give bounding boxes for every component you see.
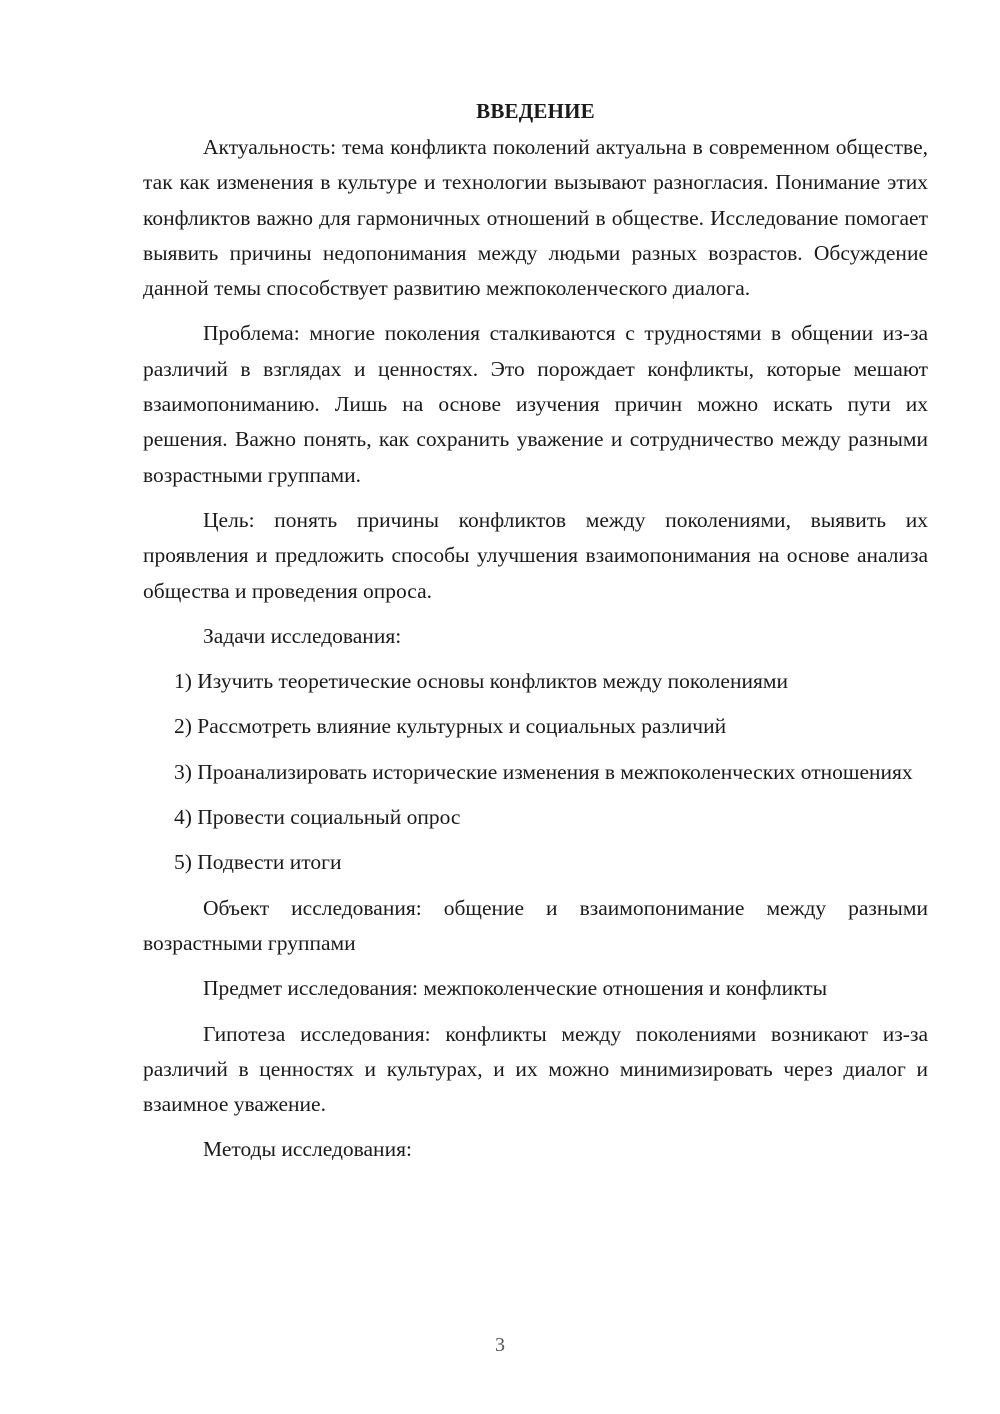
task-item: 1) Изучить теоретические основы конфликтов между поколениями xyxy=(174,669,788,694)
paragraph-problem: Проблема: многие поколения сталкиваются с трудностями в общении из-за различий в взглядах и ценностях. Это порождает конфликты, которые мешают взаимопониманию. Лишь на основе изучения причин можно искать пути их решения. Важно понять, как сохранить уважение и сотрудничество между разными возрастными группами. xyxy=(143,321,928,487)
paragraph-hypothesis: Гипотеза исследования: конфликты между поколениями возникают из-за различий в ценностях и культурах, и их можно минимизировать через диалог и взаимное уважение. xyxy=(143,1021,928,1117)
document-page xyxy=(143,96,928,1178)
page-number: 3 xyxy=(495,1334,505,1356)
paragraph-object: Объект исследования: общение и взаимопонимание между разными возрастными группами xyxy=(143,895,928,955)
paragraph-tasks-heading: Задачи исследования: xyxy=(203,623,402,648)
page-title: ВВЕДЕНИЕ xyxy=(476,99,595,123)
paragraph-goal: Цель: понять причины конфликтов между поколениями, выявить их проявления и предложить способы улучшения взаимопонимания на основе анализа общества и проведения опроса. xyxy=(143,507,928,603)
paragraph-subject: Предмет исследования: межпоколенческие отношения и конфликты xyxy=(203,976,828,1001)
paragraph-relevance: Актуальность: тема конфликта поколений актуальна в современном обществе, так как изменения в культуре и технологии вызывают разногласия. Понимание этих конфликтов важно для гармоничных отношений в обществе. Исследование помогает выявить причины недопонимания между людьми разных возрастов. Обсуждение данной темы способствует развитию межпоколенческого диалога. xyxy=(143,135,928,301)
task-item: 5) Подвести итоги xyxy=(174,850,342,875)
paragraph-methods: Методы исследования: xyxy=(203,1137,412,1162)
task-item: 2) Рассмотреть влияние культурных и социальных различий xyxy=(174,714,727,739)
task-item: 4) Провести социальный опрос xyxy=(174,805,461,830)
task-item: 3) Проанализировать исторические изменения в межпоколенческих отношениях xyxy=(174,759,913,784)
